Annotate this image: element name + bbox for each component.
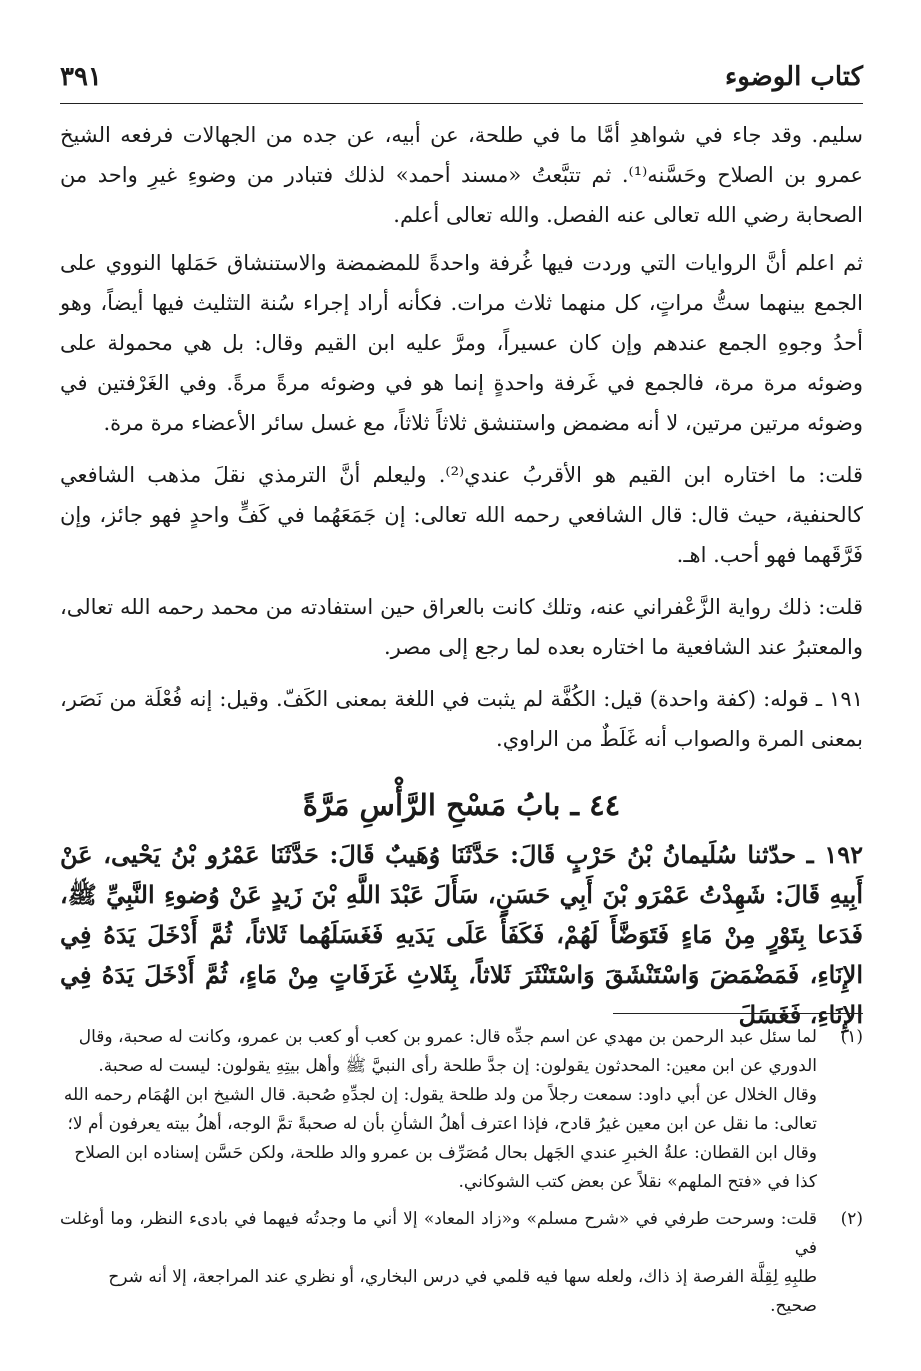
footnote-line: تعالى: ما نقل عن ابن معين غيرُ قادح، فإذا اعترف أهلُ الشأنِ بأن له صحبةً تمَّ الوجه، أهلُ بيته يعرفون أم لا؛: [67, 1114, 817, 1134]
hadith-text: ١٩٢ ـ حدّثنا سُلَيمانُ بْنُ حَرْبٍ قَالَ: حَدَّثَنَا وُهَيبٌ قَالَ: حَدَّثَنَا عَمْرُو بْنُ يَحْيى، عَنْ أَبِيهِ قَالَ: شَهِدْتُ عَمْرَو بْنَ أَبِي حَسَنٍ، سَأَلَ عَبْدَ اللَّهِ بْنَ زَيدٍ عَنْ وُضوءِ النَّبِيِّ ﷺ، فَدَعا بِتَوْرٍ مِنْ مَاءٍ فَتَوَضَّأَ لَهُمْ، فَكَفَأَ عَلَى يَدَيهِ فَغَسَلَهُما ثَلاثاً، ثُمَّ أَدْخَلَ يَدَهُ فِي الإِنَاءِ، فَمَضْمَضَ وَاسْتَنْشَقَ وَاسْتَنْثَرَ ثَلاثاً، بِثَلاثِ غَرَفَاتٍ مِنْ مَاءٍ، ثُمَّ أَدْخَلَ يَدَهُ فِي الإِنَاءِ، فَغَسَلَ: [60, 840, 863, 1029]
footnote-line: قلت: وسرحت طرفي في «شرح مسلم» و«زاد المعاد» إلا أني ما وجدتُه فيهما في بادىء النظر، وما أوغلت في: [60, 1209, 817, 1258]
footnote-line: وقال ابن القطان: علةُ الخبرِ عندي الجَهل بحال مُصَرِّف بن عمرو والد طلحة، ولكن حَسَّن إسناده ابن الصلاح: [74, 1143, 817, 1163]
paragraph-3: قلت: ما اختاره ابن القيم هو الأقربُ عندي⁽²⁾. وليعلم أنَّ الترمذي نقلَ مذهب الشافعي كالحنفية، حيث قال: قال الشافعي رحمه الله تعالى: إن جَمَعَهُما في كَفٍّ واحدٍ فهو جائز، وإن فَرَّقَهما فهو أحب. اهـ.: [60, 463, 863, 567]
footnote-line: صحيح.: [770, 1296, 817, 1316]
footnote-line: طلبِهِ لِقِلَّة الفرصة إذ ذاك، ولعله سها فيه قلمي في درس البخاري، أو نظري عند المراجعة، إلا أنه شرح: [108, 1267, 817, 1287]
paragraph-2: ثم اعلم أنَّ الروايات التي وردت فيها غُرفة واحدةً للمضمضة والاستنشاق حَمَلها النووي على الجمع بينهما ستُّ مراتٍ، كل منهما ثلاث مرات. فكأنه أراد إجراء سُنة التثليث فيها أيضاً، وهو أحدُ وجوهِ الجمع عندهم وإن كان عسيراً، ومرَّ عليه ابن القيم وقال: بل هي محمولة على وضوئه مرة مرة، فالجمع في غَرفة واحدةٍ إنما هو في وضوئه مرةً مرةً. وفي الغَرْفتين في وضوئه مرتين مرتين، لا أنه مضمض واستنشق ثلاثاً ثلاثاً، مع غسل سائر الأعضاء مرة مرة.: [60, 251, 863, 435]
page-number: ٣٩١: [60, 62, 102, 92]
running-header: [60, 60, 863, 100]
footnote-text: [60, 1023, 817, 1197]
main-text: [60, 115, 863, 1035]
footnote-text: [60, 1205, 817, 1321]
footnote-divider: [613, 1013, 863, 1014]
footnotes: [60, 1023, 863, 1329]
footnote-number: (١): [840, 1027, 863, 1047]
footnote-line: وقال الخلال عن أبي داود: سمعت رجلاً من ولد طلحة يقول: إن لجدِّهِ صُحبة. قال الشيخ ابن الهُمَام رحمه الله: [63, 1085, 817, 1105]
footnote-line: الدوري عن ابن معين: المحدثون يقولون: إن جدَّ طلحة رأى النبيَّ ﷺ وأهل بيتِهِ يقولون: ليست له صحبة.: [98, 1056, 817, 1076]
paragraph-4: قلت: ذلك رواية الزَّعْفراني عنه، وتلك كانت بالعراق حين استفادته من محمد رحمه الله تعالى، والمعتبرُ عند الشافعية ما اختاره بعده لما رجع إلى مصر.: [60, 595, 863, 659]
footnote-line: لما سئل عبد الرحمن بن مهدي عن اسم جدِّه قال: عمرو بن كعب أو كعب بن عمرو، وكانت له صحبة، وقال: [78, 1027, 817, 1047]
chapter-heading: ٤٤ ـ بابُ مَسْحِ الرَّأْسِ مَرَّةً: [302, 788, 621, 822]
paragraph-5: ١٩١ ـ قوله: (كفة واحدة) قيل: الكُفَّة لم يثبت في اللغة بمعنى الكَفّ. وقيل: إنه فُعْلَة من نَصَر، بمعنى المرة والصواب أنه غَلَطٌ من الراوي.: [60, 687, 863, 751]
footnote-line: كذا في «فتح الملهم» نقلاً عن بعض كتب الشوكاني.: [458, 1172, 817, 1192]
paragraph-1: سليم. وقد جاء في شواهدِ أمَّا ما في طلحة، عن أبيه، عن جده من الجهالات فرفعه الشيخ عمرو بن الصلاح وحَسَّنه⁽¹⁾. ثم تتبَّعتُ «مسند أحمد» لذلك فتبادر من وضوءِ غيرِ واحد من الصحابة رضي الله تعالى عنه الفصل. والله تعالى أعلم.: [60, 123, 863, 227]
footnote-2: [60, 1205, 863, 1321]
header-divider: [60, 103, 863, 104]
footnote-number: (٢): [840, 1209, 863, 1229]
chapter-title: كتاب الوضوء: [725, 62, 863, 92]
footnote-1: [60, 1023, 863, 1197]
